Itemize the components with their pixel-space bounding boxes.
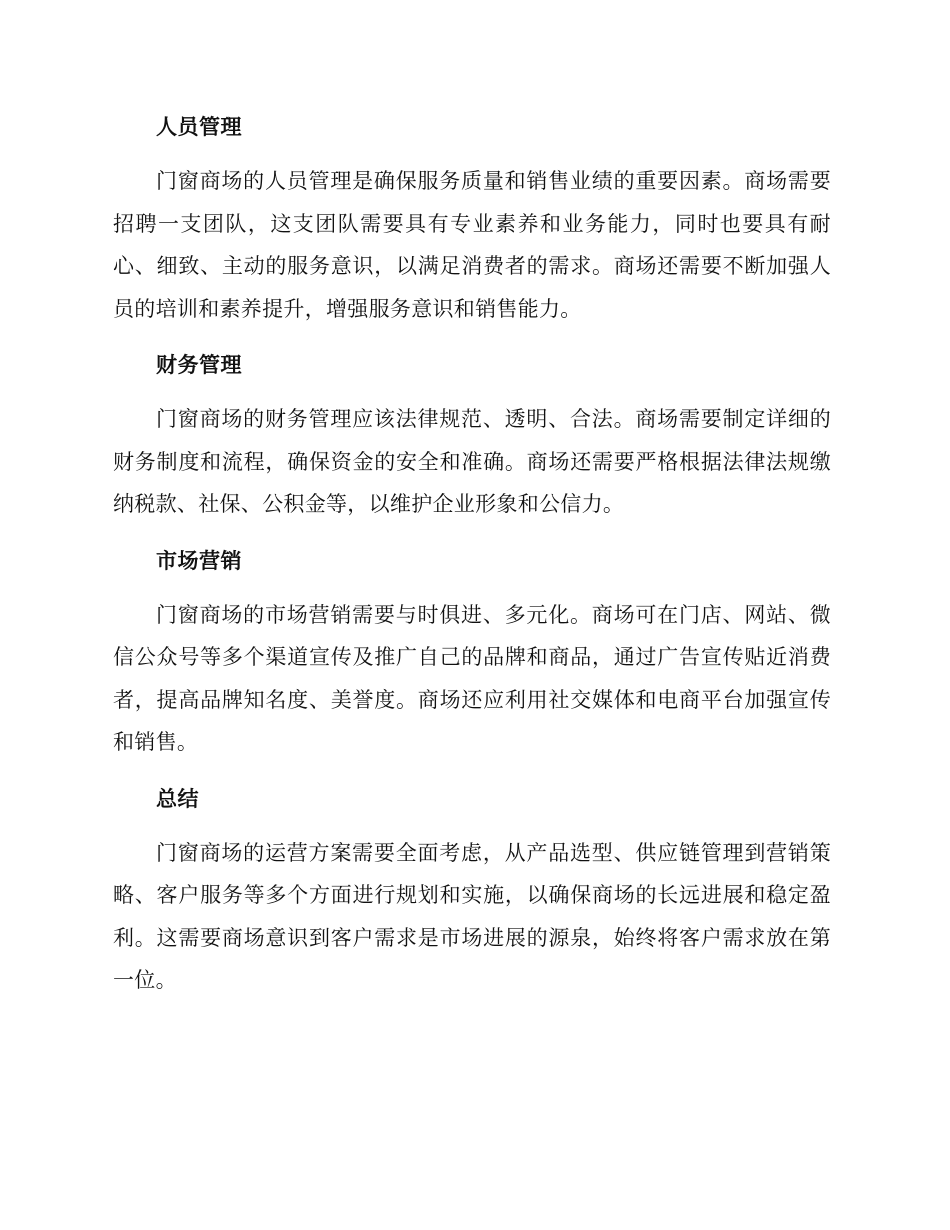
section-paragraph: 门窗商场的财务管理应该法律规范、透明、合法。商场需要制定详细的财务制度和流程，确保资金的安全和准确。商场还需要严格根据法律法规缴纳税款、社保、公积金等，以维护企业形象和公信力。	[113, 407, 831, 516]
section-marketing	[113, 540, 831, 764]
section-summary	[113, 778, 831, 1002]
section-heading: 人员管理	[156, 115, 242, 139]
section-paragraph: 门窗商场的人员管理是确保服务质量和销售业绩的重要因素。商场需要招聘一支团队，这支团队需要具有专业素养和业务能力，同时也要具有耐心、细致、主动的服务意识，以满足消费者的需求。商场还需要不断加强人员的培训和素养提升，增强服务意识和销售能力。	[113, 169, 831, 321]
section-paragraph: 门窗商场的市场营销需要与时俱进、多元化。商场可在门店、网站、微信公众号等多个渠道宣传及推广自己的品牌和商品，通过广告宣传贴近消费者，提高品牌知名度、美誉度。商场还应利用社交媒体和电商平台加强宣传和销售。	[113, 602, 831, 754]
section-personnel-management	[113, 106, 831, 330]
section-heading: 市场营销	[156, 548, 242, 573]
section-heading: 财务管理	[156, 353, 242, 377]
section-financial-management	[113, 344, 831, 526]
section-paragraph: 门窗商场的运营方案需要全面考虑，从产品选型、供应链管理到营销策略、客户服务等多个方面进行规划和实施，以确保商场的长远进展和稳定盈利。这需要商场意识到客户需求是市场进展的源泉，始终将客户需求放在第一位。	[113, 840, 831, 992]
section-heading: 总结	[156, 786, 199, 811]
document-content	[113, 106, 831, 1016]
